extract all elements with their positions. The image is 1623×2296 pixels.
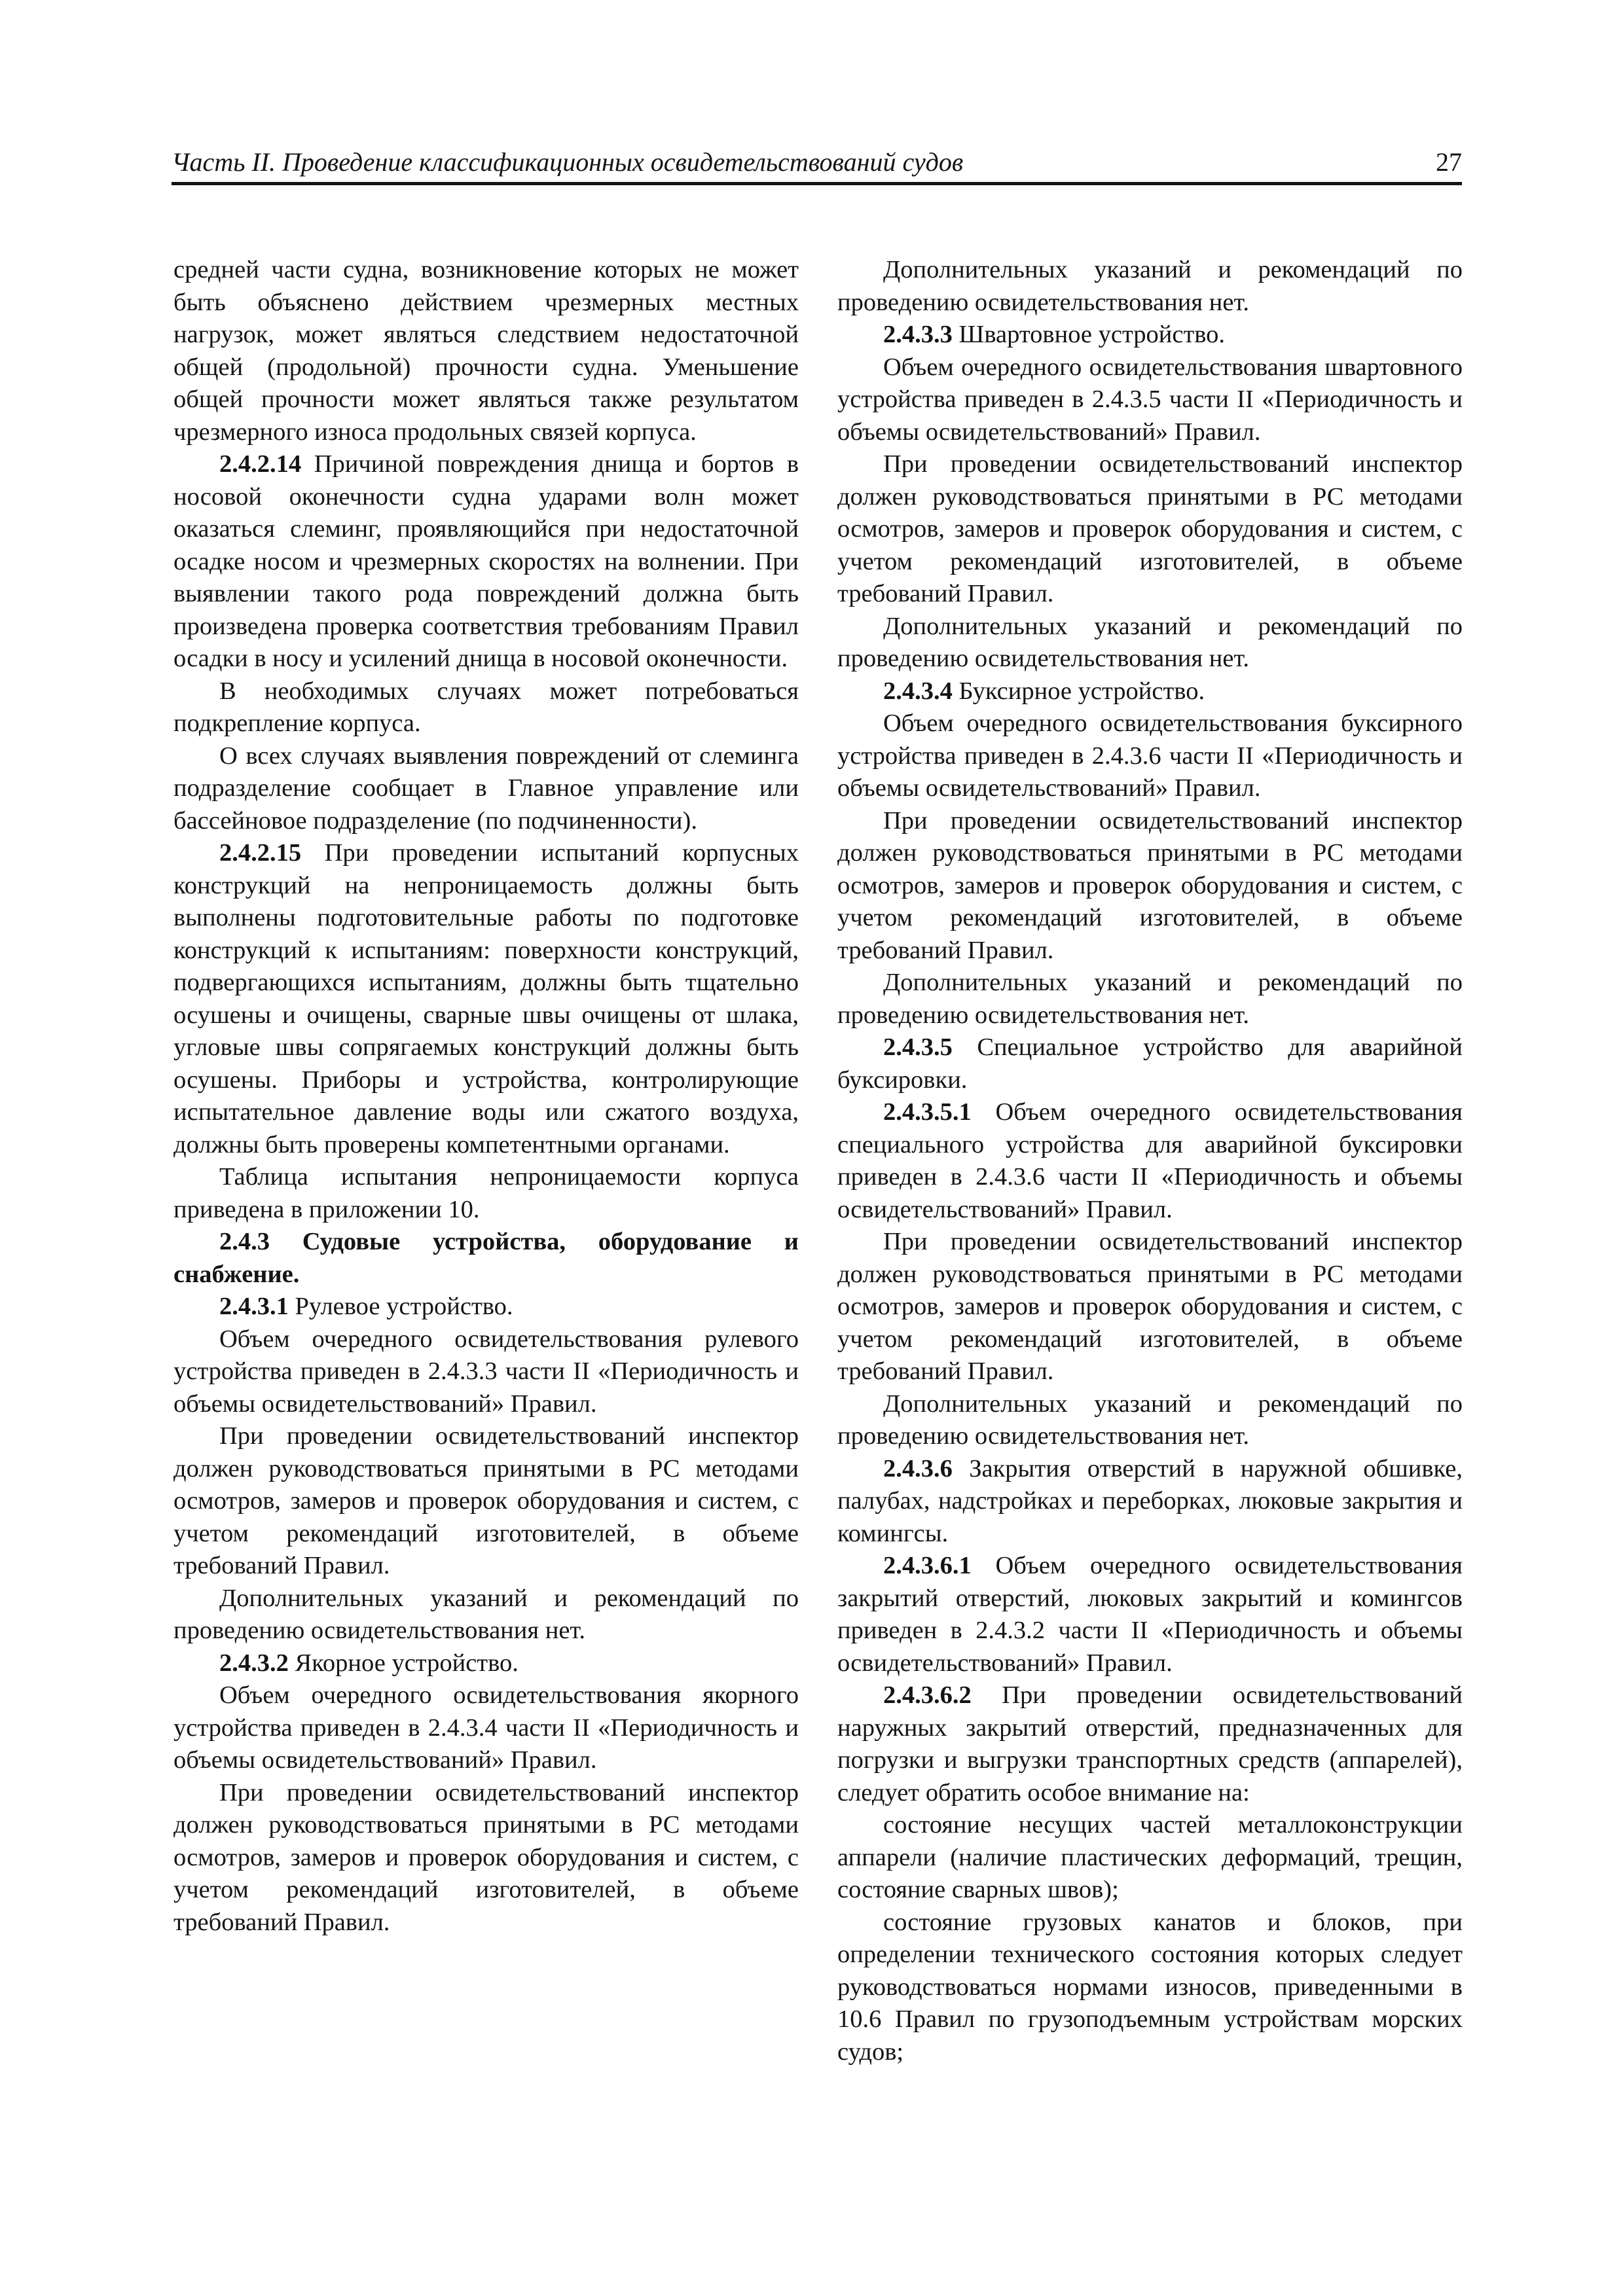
clause-number: 2.4.3.6 bbox=[883, 1454, 953, 1482]
running-header-title: Часть II. Проведение классификационных освидетельствований судов bbox=[172, 147, 964, 177]
paragraph: 2.4.3.1 Рулевое устройство. bbox=[219, 1293, 513, 1320]
section-heading: 2.4.3 Судовые устройства, оборудование и снабжение. bbox=[173, 1228, 799, 1288]
right-column bbox=[837, 254, 1463, 2068]
paragraph: При проведении освидетельствований инспектор должен руководствоваться принятыми в РС методами осмотров, замеров и проверок оборудования и систем, с учетом рекомендаций изготовителей, в объеме требований Правил. bbox=[173, 1778, 799, 1936]
clause-number: 2.4.2.15 bbox=[219, 839, 302, 867]
paragraph: 2.4.2.15 При проведении испытаний корпусных конструкций на непроницаемость должны быть выполнены подготовительные работы по подготовке конструкций к испытаниям: поверхности конструкций, подвергающихся испытаниям, должны быть тщательно осушены и очищены, сварные швы очищены от шлака, угловые швы сопрягаемых конструкций должны быть осушены. Приборы и устройства, контролирующие испытательное давление воды или сжатого воздуха, должны быть проверены компетентными органами. bbox=[173, 839, 799, 1158]
paragraph: Дополнительных указаний и рекомендаций по проведению освидетельствования нет. bbox=[173, 1584, 799, 1644]
paragraph: 2.4.3.6.2 При проведении освидетельствований наружных закрытий отверстий, предназначенных для погрузки и выгрузки транспортных средств (аппарелей), следует обратить особое внимание на: bbox=[837, 1681, 1463, 1806]
paragraph: При проведении освидетельствований инспектор должен руководствоваться принятыми в РС методами осмотров, замеров и проверок оборудования и систем, с учетом рекомендаций изготовителей, в объеме требований Правил. bbox=[837, 450, 1463, 607]
paragraph: 2.4.3.2 Якорное устройство. bbox=[219, 1649, 519, 1677]
paragraph: Дополнительных указаний и рекомендаций по проведению освидетельствования нет. bbox=[837, 969, 1463, 1029]
paragraph: О всех случаях выявления повреждений от слеминга подразделение сообщает в Главное управление или бассейновое подразделение (по подчиненности). bbox=[173, 742, 799, 834]
paragraph: Дополнительных указаний и рекомендаций по проведению освидетельствования нет. bbox=[837, 612, 1463, 672]
clause-number: 2.4.3.6.2 bbox=[883, 1681, 972, 1709]
paragraph: состояние грузовых канатов и блоков, при определении технического состояния которых следует руководствоваться нормами износов, приведенными в 10.6 Правил по грузоподъемным устройствам морских судов; bbox=[837, 1908, 1463, 2066]
paragraph: Объем очередного освидетельствования рулевого устройства приведен в 2.4.3.3 части II «Периодичность и объемы освидетельствований» Правил. bbox=[173, 1325, 799, 1418]
paragraph: средней части судна, возникновение которых не может быть объяснено действием чрезмерных местных нагрузок, может являться следствием недостаточной общей (продольной) прочности судна. Уменьшение общей прочности может являться также результатом чрезмерного износа продольных связей корпуса. bbox=[173, 256, 799, 446]
paragraph: Таблица испытания непроницаемости корпуса приведена в приложении 10. bbox=[173, 1163, 799, 1223]
paragraph: Объем очередного освидетельствования якорного устройства приведен в 2.4.3.4 части II «Периодичность и объемы освидетельствований» Правил. bbox=[173, 1681, 799, 1774]
clause-number: 2.4.3.4 bbox=[883, 677, 953, 705]
clause-number: 2.4.3.6.1 bbox=[883, 1552, 972, 1579]
page-number: 27 bbox=[1436, 147, 1462, 177]
clause-number: 2.4.3.2 bbox=[219, 1649, 289, 1677]
paragraph: 2.4.3.4 Буксирное устройство. bbox=[883, 677, 1205, 705]
clause-number: 2.4.2.14 bbox=[219, 450, 302, 478]
clause-number: 2.4.3.5.1 bbox=[883, 1098, 972, 1126]
paragraph: 2.4.3.6 Закрытия отверстий в наружной обшивке, палубах, надстройках и переборках, люковые закрытия и комингсы. bbox=[837, 1454, 1463, 1547]
paragraph: Объем очередного освидетельствования буксирного устройства приведен в 2.4.3.6 части II «Периодичность и объемы освидетельствований» Правил. bbox=[837, 709, 1463, 802]
paragraph: 2.4.3.3 Швартовное устройство. bbox=[883, 321, 1226, 348]
paragraph: 2.4.2.14 Причиной повреждения днища и бортов в носовой оконечности судна ударами волн может оказаться слеминг, проявляющийся при недостаточной осадке носом и чрезмерных скоростях на волнении. При выявлении такого рода повреждений должна быть произведена проверка соответствия требованиям Правил осадки в носу и усилений днища в носовой оконечности. bbox=[173, 450, 799, 672]
paragraph: При проведении освидетельствований инспектор должен руководствоваться принятыми в РС методами осмотров, замеров и проверок оборудования и систем, с учетом рекомендаций изготовителей, в объеме требований Правил. bbox=[173, 1422, 799, 1579]
paragraph: При проведении освидетельствований инспектор должен руководствоваться принятыми в РС методами осмотров, замеров и проверок оборудования и систем, с учетом рекомендаций изготовителей, в объеме требований Правил. bbox=[837, 806, 1463, 964]
clause-number: 2.4.3.5 bbox=[883, 1033, 953, 1061]
clause-number: 2.4.3.1 bbox=[219, 1293, 289, 1320]
clause-number: 2.4.3.3 bbox=[883, 321, 953, 348]
paragraph: состояние несущих частей металлоконструкции аппарели (наличие пластических деформаций, трещин, состояние сварных швов); bbox=[837, 1811, 1463, 1903]
paragraph: 2.4.3.5.1 Объем очередного освидетельствования специального устройства для аварийной буксировки приведен в 2.4.3.6 части II «Периодичность и объемы освидетельствований» Правил. bbox=[837, 1098, 1463, 1223]
paragraph: Объем очередного освидетельствования швартовного устройства приведен в 2.4.3.5 части II «Периодичность и объемы освидетельствований» Правил. bbox=[837, 353, 1463, 446]
running-header bbox=[172, 143, 1462, 185]
paragraph: Дополнительных указаний и рекомендаций по проведению освидетельствования нет. bbox=[837, 256, 1463, 316]
left-column bbox=[173, 254, 799, 1939]
paragraph: Дополнительных указаний и рекомендаций по проведению освидетельствования нет. bbox=[837, 1390, 1463, 1450]
paragraph: В необходимых случаях может потребоваться подкрепление корпуса. bbox=[173, 677, 799, 737]
paragraph: 2.4.3.6.1 Объем очередного освидетельствования закрытий отверстий, люковых закрытий и комингсов приведен в 2.4.3.2 части II «Периодичность и объемы освидетельствований» Правил. bbox=[837, 1552, 1463, 1677]
paragraph: При проведении освидетельствований инспектор должен руководствоваться принятыми в РС методами осмотров, замеров и проверок оборудования и систем, с учетом рекомендаций изготовителей, в объеме требований Правил. bbox=[837, 1228, 1463, 1385]
paragraph: 2.4.3.5 Специальное устройство для аварийной буксировки. bbox=[837, 1033, 1463, 1094]
